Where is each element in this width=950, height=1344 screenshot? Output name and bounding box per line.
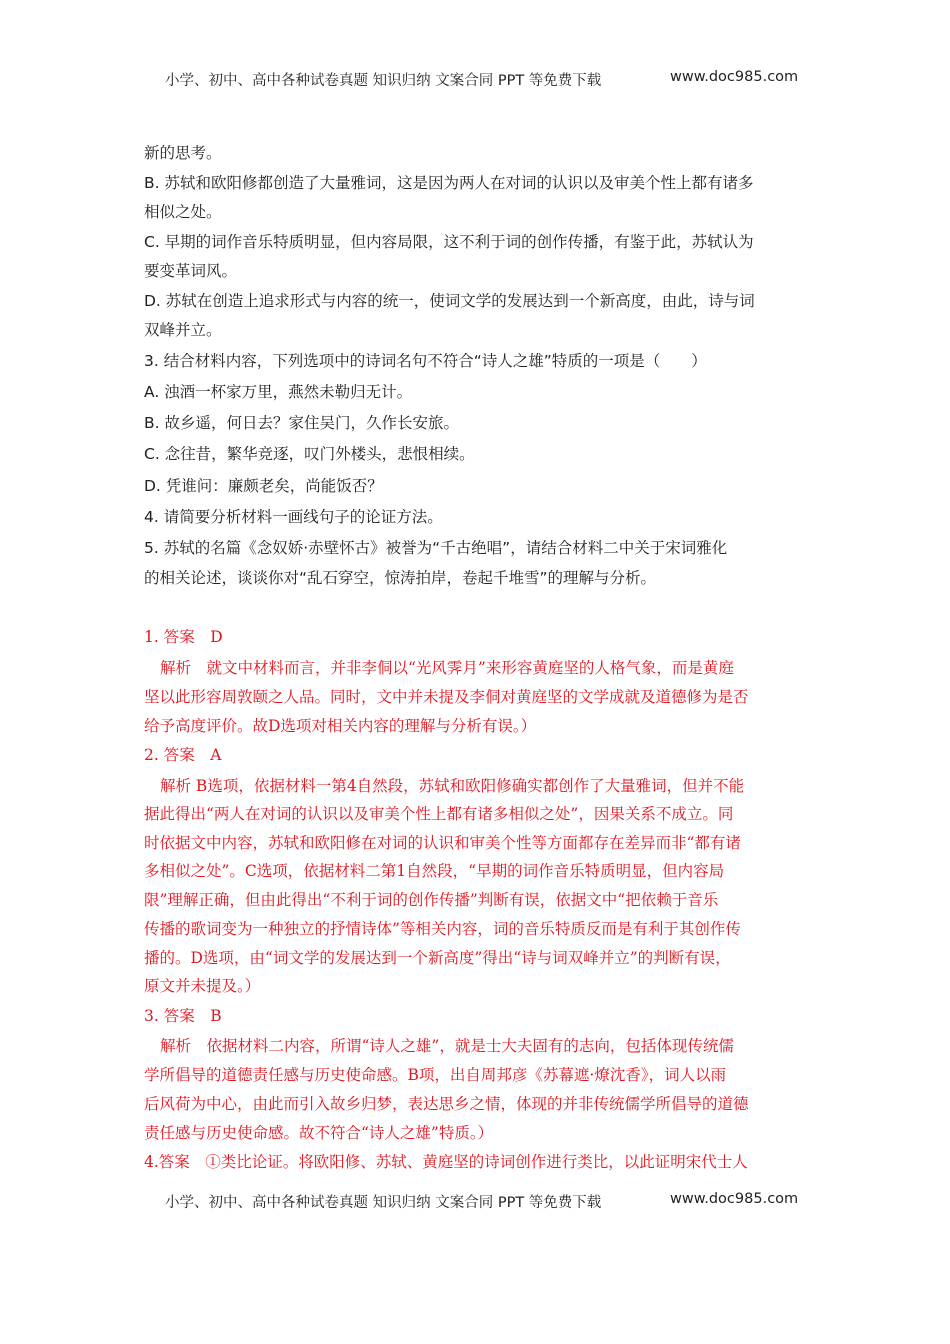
answer-line: 责任感与历史使命感。故不符合“诗人之雄”特质。） — [144, 1124, 494, 1142]
answer-line: 据此得出“两人在对词的认识以及审美个性上都有诸多相似之处”，因果关系不成立。同 — [144, 805, 734, 823]
question-line: 3. 结合材料内容，下列选项中的诗词名句不符合“诗人之雄”特质的一项是（ ） — [144, 352, 707, 370]
question-line: 4. 请简要分析材料一画线句子的论证方法。 — [144, 508, 443, 526]
answer-line: 后风荷为中心，由此而引入故乡归梦，表达思乡之情，体现的并非传统儒学所倡导的道德 — [144, 1095, 749, 1113]
answer-line: 学所倡导的道德责任感与历史使命感。B项，出自周邦彦《苏幕遮·燎沈香》，词人以雨 — [144, 1066, 727, 1084]
answer-line: 1. 答案 D — [144, 628, 223, 646]
answer-line: 解析 依据材料二内容，所谓“诗人之雄”，就是士大夫固有的志向，包括体现传统儒 — [160, 1037, 734, 1055]
question-line: A. 浊酒一杯家万里，燕然未勒归无计。 — [144, 383, 413, 401]
header-site-link[interactable]: www.doc985.com — [670, 69, 799, 85]
question-line: 新的思考。 — [144, 144, 222, 162]
question-line: D. 凭谁问：廉颇老矣，尚能饭否？ — [144, 477, 383, 495]
question-line: 5. 苏轼的名篇《念奴娇·赤壁怀古》被誉为“千古绝唱”，请结合材料二中关于宋词雅化 — [144, 539, 728, 557]
answer-line: 时依据文中内容，苏轼和欧阳修在对词的认识和审美个性等方面都存在差异而非“都有诸 — [144, 834, 741, 852]
answer-line: 2. 答案 A — [144, 746, 222, 764]
answer-line: 传播的歌词变为一种独立的抒情诗体”等相关内容，词的音乐特质反而是有利于其创作传 — [144, 920, 741, 938]
answer-line: 解析 就文中材料而言，并非李侗以“光风霁月”来形容黄庭坚的人格气象，而是黄庭 — [160, 659, 734, 677]
header-text: 小学、初中、高中各种试卷真题 知识归纳 文案合同 PPT 等免费下载 — [165, 73, 602, 89]
answer-line: 3. 答案 B — [144, 1007, 222, 1025]
footer-site-link[interactable]: www.doc985.com — [670, 1191, 799, 1207]
answer-line: 多相似之处”。C选项，依据材料二第1自然段，“早期的词作音乐特质明显，但内容局 — [144, 862, 725, 880]
question-line: B. 故乡遥，何日去？家住吴门，久作长安旅。 — [144, 414, 459, 432]
question-line: C. 早期的词作音乐特质明显，但内容局限，这不利于词的创作传播，有鉴于此，苏轼认为 — [144, 233, 754, 251]
answer-line: 原文并未提及。） — [144, 977, 261, 995]
footer-text: 小学、初中、高中各种试卷真题 知识归纳 文案合同 PPT 等免费下载 — [165, 1195, 602, 1211]
page-footer — [165, 1191, 799, 1212]
question-line: 相似之处。 — [144, 203, 222, 221]
question-line: 的相关论述，谈谈你对“乱石穿空，惊涛拍岸，卷起千堆雪”的理解与分析。 — [144, 569, 657, 587]
question-line: C. 念往昔，繁华竞逐，叹门外楼头，悲恨相续。 — [144, 445, 475, 463]
answer-line: 解析 B选项，依据材料一第4自然段，苏轼和欧阳修确实都创作了大量雅词，但并不能 — [160, 777, 745, 795]
answer-line: 限”理解正确，但由此得出“不利于词的创作传播”判断有误，依据文中“把依赖于音乐 — [144, 891, 719, 909]
answer-line: 给予高度评价。故D选项对相关内容的理解与分析有误。） — [144, 717, 537, 735]
question-line: 双峰并立。 — [144, 321, 222, 339]
question-line: B. 苏轼和欧阳修都创造了大量雅词，这是因为两人在对词的认识以及审美个性上都有诸多 — [144, 174, 754, 192]
answer-line: 播的。D选项，由“词文学的发展达到一个新高度”得出“诗与词双峰并立”的判断有误， — [144, 949, 731, 967]
question-line: D. 苏轼在创造上追求形式与内容的统一，使词文学的发展达到一个新高度，由此，诗与词 — [144, 292, 755, 310]
question-line: 要变革词风。 — [144, 262, 238, 280]
answer-line: 坚以此形容周敦颐之人品。同时，文中并未提及李侗对黄庭坚的文学成就及道德修为是否 — [144, 688, 749, 706]
answer-line: 4.答案 ①类比论证。将欧阳修、苏轼、黄庭坚的诗词创作进行类比，以此证明宋代士人 — [144, 1153, 748, 1171]
page-header — [165, 69, 799, 90]
